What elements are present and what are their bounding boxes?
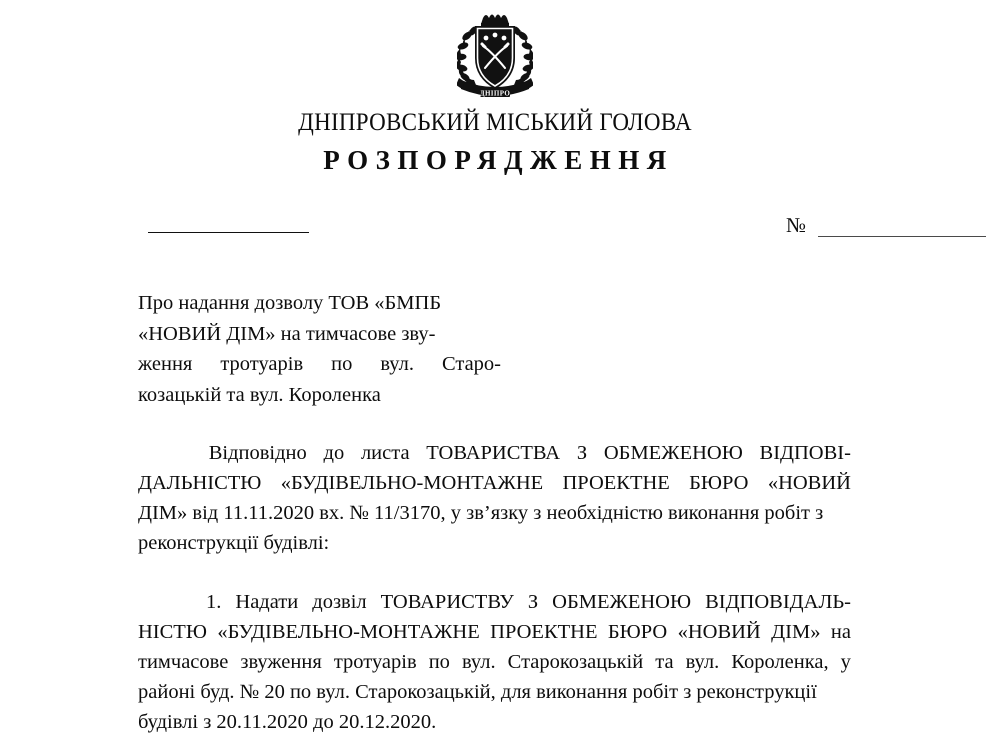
body-line: будівлі з 20.11.2020 до 20.12.2020. [138, 711, 437, 733]
body-word: ОБМЕЖЕНОЮ [552, 591, 692, 613]
body-word: тротуарів [333, 651, 417, 673]
body-word: БЮРО [607, 621, 668, 643]
body-word: та [655, 651, 674, 673]
item-number: 1. [206, 591, 222, 613]
body-line: ДІМ» від 11.11.2020 вх. № 11/3170, у зв’язку з необхідністю виконання робіт з [138, 502, 824, 524]
body-word: НІСТЮ [138, 621, 207, 643]
body-word: ВІДПОВІ- [759, 442, 851, 464]
body-word: листа [360, 442, 410, 464]
subject-word: ження [138, 353, 193, 375]
body-word: «БУДІВЕЛЬНО-МОНТАЖНЕ [217, 621, 480, 643]
dnipro-coat-of-arms-icon [457, 8, 533, 100]
body-word: ДІМ» [771, 621, 821, 643]
body-word: у [840, 651, 851, 673]
body-word: Надати [235, 591, 299, 613]
body-word: ВІДПОВІДАЛЬ- [705, 591, 851, 613]
body-word: З [527, 591, 539, 613]
body-word: ПРОЕКТНЕ [562, 472, 670, 494]
body-word: ТОВАРИСТВУ [380, 591, 514, 613]
subject-word: Старо- [441, 353, 501, 375]
document-header [0, 108, 990, 177]
body-word: З [576, 442, 588, 464]
body-word: «НОВИЙ [767, 472, 851, 494]
body-word: БЮРО [689, 472, 749, 494]
emblem-container [0, 8, 990, 100]
paragraph-preamble [138, 438, 851, 558]
body-word: Старокозацькій [507, 651, 644, 673]
body-word: «БУДІВЕЛЬНО-МОНТАЖНЕ [280, 472, 544, 494]
body-word: ТОВАРИСТВА [426, 442, 561, 464]
line-indent [138, 438, 192, 468]
subject-line: Про надання дозволу ТОВ «БМПБ [138, 292, 442, 314]
body-word: тимчасове [138, 651, 229, 673]
subject-word: вул. [380, 353, 414, 375]
paragraph-item-1 [138, 587, 851, 737]
body-word: вул. [685, 651, 720, 673]
body-word: вул. [461, 651, 496, 673]
body-line [138, 438, 851, 468]
body-word: дозвіл [312, 591, 367, 613]
body-word: Короленка, [731, 651, 829, 673]
line-indent [138, 587, 192, 617]
body-word: до [323, 442, 345, 464]
body-word: на [830, 621, 851, 643]
registration-number-group [786, 212, 986, 244]
subject-block [138, 288, 501, 410]
svg-text:ДНІПРО: ДНІПРО [479, 89, 511, 98]
subject-line: «НОВИЙ ДІМ» на тимчасове зву- [138, 322, 436, 345]
body-word: ПРОЕКТНЕ [490, 621, 598, 643]
number-sign-label: № [786, 213, 807, 237]
body-word: «НОВИЙ [677, 621, 761, 643]
body-line [138, 617, 851, 647]
document-type-title: РОЗПОРЯДЖЕННЯ [323, 145, 674, 175]
body-line [138, 587, 851, 617]
number-blank-line[interactable] [818, 236, 986, 237]
body-word: по [428, 651, 450, 673]
body-word: ДАЛЬНІСТЮ [138, 472, 262, 494]
subject-line [138, 349, 501, 380]
document-body [138, 438, 851, 737]
subject-word: по [331, 353, 353, 375]
body-word: ОБМЕЖЕНОЮ [603, 442, 743, 464]
body-line: реконструкції будівлі: [138, 532, 330, 554]
body-word: звуження [240, 651, 322, 673]
organization-title: ДНІПРОВСЬКИЙ МІСЬКИЙ ГОЛОВА [298, 109, 692, 136]
date-blank-line[interactable] [148, 232, 309, 233]
subject-word: тротуарів [220, 353, 304, 375]
subject-line: козацькій та вул. Короленка [138, 383, 381, 406]
body-word: Відповідно [208, 442, 307, 464]
body-line [138, 647, 851, 677]
body-line: районі буд. № 20 по вул. Старокозацькій, для виконання робіт з реконструкції [138, 681, 817, 703]
body-line [138, 468, 851, 498]
